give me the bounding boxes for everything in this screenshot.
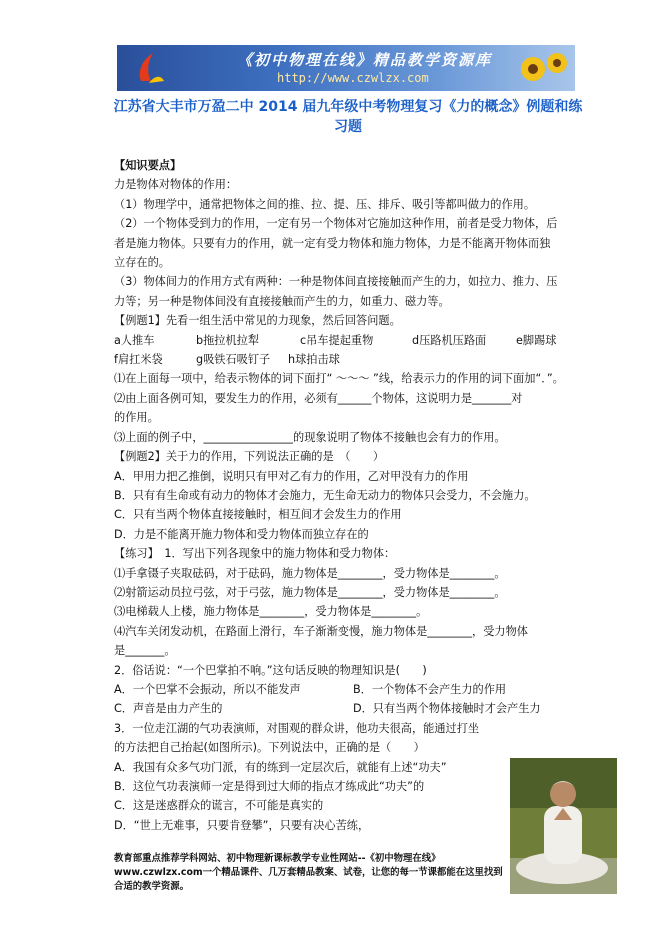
document-body [114,156,592,835]
site-logo-icon [135,51,165,85]
list-item: c吊车提起重物 [300,333,374,347]
option-d: D．“世上无难事，只要肯登攀”，只要有决心苦练， [114,818,370,832]
list-item: h球拍击球 [288,353,340,367]
text-line: ⑴手拿镊子夹取砝码，对于砝码，施力物体是________，受力物体是________。 [114,566,506,580]
levitating-man-photo [510,758,617,894]
example-1-items-row-2 [114,350,592,369]
section-heading: 【知识要点】 [114,159,182,172]
question-3: 3．一位走江湖的气功表演师，对围观的群众讲，他功夫很高，能通过打坐 [114,721,480,735]
question-2: 2．俗话说：“一个巴掌拍不响。”这句话反映的物理知识是( ) [114,663,427,677]
practice-heading: 【练习】 1．写出下列各现象中的施力物体和受力物体： [114,547,396,561]
example-1-heading: 【例题1】先看一组生活中常见的力现象，然后回答问题。 [114,314,401,328]
text-line: 力等；另一种是物体间没有直接接触而产生的力，如重力、磁力等。 [114,294,450,308]
question-2-options-row-2 [114,699,592,718]
site-banner [117,45,575,91]
option-d: D．只有当两个物体接触时才会产生力 [353,702,541,716]
text-line: 力是物体对物体的作用： [114,178,238,192]
list-item: a人推车 [114,333,155,347]
option-c: C．只有当两个物体直接接触时，相互间才会发生力的作用 [114,508,402,522]
option-c: C．这是迷惑群众的谎言，不可能是真实的 [114,799,324,813]
text-line: ⑶电梯载人上楼，施力物体是________，受力物体是________。 [114,605,428,619]
banner-url: http://www.czwlzx.com [277,71,429,85]
text-line: ⑴在上面每一项中，给表示物体的词下面打“ ～～～ ”线，给表示力的作用的词下面加“．”。 [114,372,564,386]
text-line: （2）一个物体受到力的作用，一定有另一个物体对它施加这种作用，前者是受力物体，后 [114,217,558,231]
text-line: 立存在的。 [114,256,170,270]
text-line: ⑷汽车关闭发动机，在路面上滑行，车子渐渐变慢，施力物体是________，受力物体 [114,624,528,638]
banner-title: 《初中物理在线》精品教学资源库 [237,51,493,69]
text-line: （1）物理学中，通常把物体之间的推、拉、提、压、排斥、吸引等都叫做力的作用。 [114,197,536,211]
question-2-options-row-1 [114,680,592,699]
list-item: b拖拉机拉犁 [196,333,260,347]
example-1-items-row-1 [114,331,592,350]
option-a: A．甲用力把乙推倒，说明只有甲对乙有力的作用，乙对甲没有力的作用 [114,469,469,483]
option-b: B．这位气功表演师一定是得到过大师的指点才练成此“功夫”的 [114,780,425,793]
list-item: g吸铁石吸钉子 [196,353,271,367]
option-a: A．我国有众多气功门派，有的练到一定层次后，就能有上述“功夫” [114,760,447,774]
text-line: ⑶上面的例子中，________________的现象说明了物体不接触也会有力的作用。 [114,430,506,444]
text-line: 者是施力物体。只要有力的作用，就一定有受力物体和施力物体，力是不能离开物体而独 [114,236,551,250]
text-line: 的方法把自己抬起(如图所示)。下列说法中，正确的是（ ） [114,741,425,755]
text-line: 的作用。 [114,411,159,425]
option-b: B．一个物体不会产生力的作用 [353,682,507,696]
text-line: ⑵由上面各例可知，要发生力的作用，必须有______个物体，这说明力是_______对 [114,391,523,405]
option-b: B．只有有生命或有动力的物体才会施力，无生命无动力的物体只会受力，不会施力。 [114,488,536,502]
text-line: （3）物体间力的作用方式有两种：一种是物体间直接接触而产生的力，如拉力、推力、压 [114,275,558,289]
document-title: 江苏省大丰市万盈二中 2014 届九年级中考物理复习《力的概念》例题和练习题 [113,99,583,135]
list-item: f肩扛米袋 [114,353,163,367]
list-item: d压路机压路面 [412,333,487,347]
example-2-heading: 【例题2】关于力的作用，下列说法正确的是 （ ） [114,450,385,464]
text-line: 是_______。 [114,644,176,658]
text-line: ⑵射箭运动员拉弓弦，对于弓弦，施力物体是________，受力物体是________。 [114,585,506,599]
footer-note: 教育部重点推荐学科网站、初中物理新课标教学专业性网站--《初中物理在线》www.czwlzx.com一个精品课件、几万套精品教案、试卷，让您的每一节课都能在这里找到合适的教学资源。 [114,853,503,892]
option-d: D．力是不能离开施力物体和受力物体而独立存在的 [114,527,369,541]
option-a: A．一个巴掌不会振动，所以不能发声 [114,682,301,696]
option-c: C．声音是由力产生的 [114,702,223,716]
list-item: e脚踢球 [516,333,557,347]
sunflower-icon [515,49,569,89]
